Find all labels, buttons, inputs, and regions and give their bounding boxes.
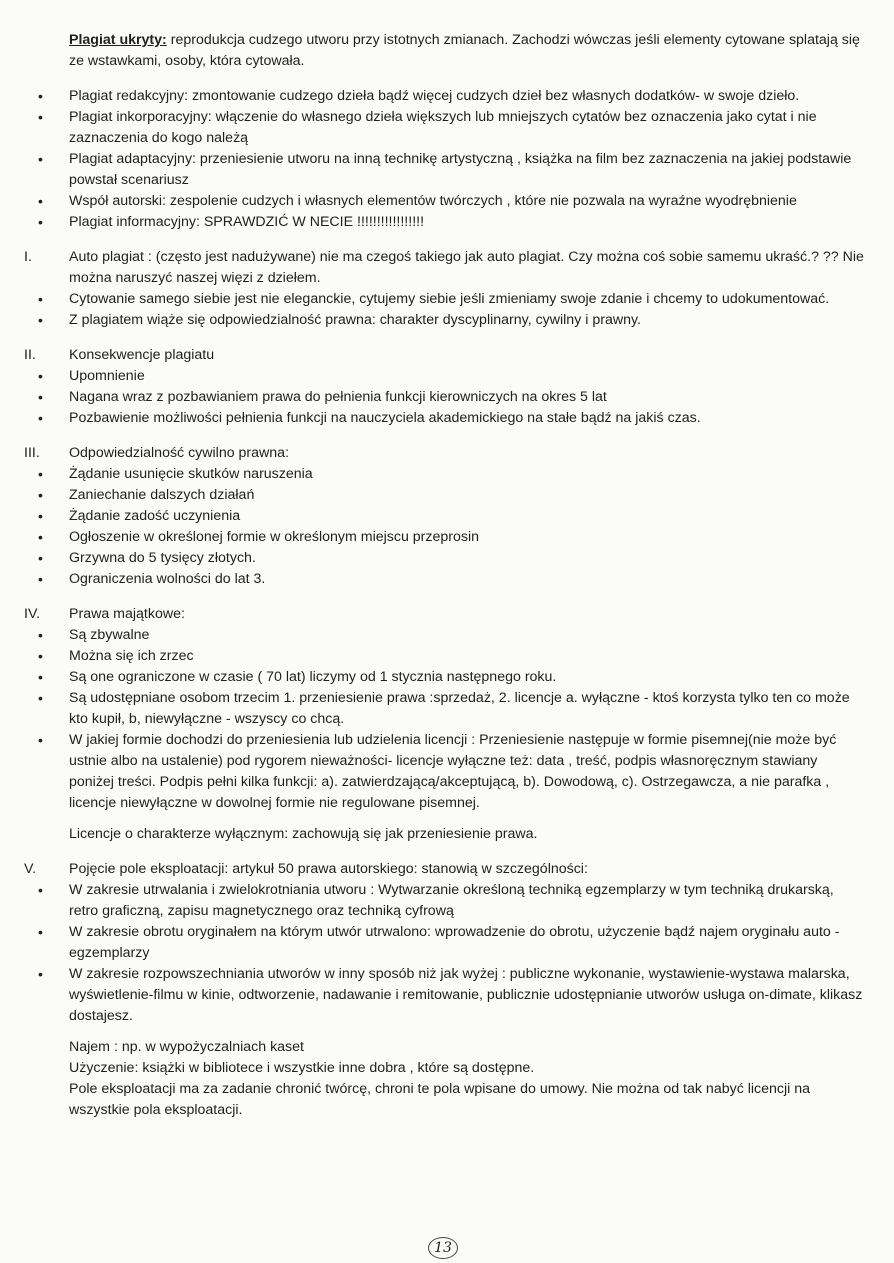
intro-paragraph: [0, 30, 894, 72]
section-5-heading: [0, 859, 894, 880]
section-title: Auto plagiat : (często jest nadużywane) nie ma czegoś takiego jak auto plagiat. Czy można coś sobie samemu ukraść.? ?? Nie można naruszyć naszej więzi z dziełem.: [69, 249, 864, 286]
list-item: • Współ autorski: zespolenie cudzych i własnych elementów twórczych , które nie pozwala na wyraźne wyodrębnienie: [0, 191, 894, 212]
list-item: • Żądanie zadość uczynienia: [0, 506, 894, 527]
list-item: • Można się ich zrzec: [0, 646, 894, 667]
list-item: • Plagiat adaptacyjny: przeniesienie utworu na inną technikę artystyczną , książka na film bez zaznaczenia na jakiej podstawie powstał scenariusz: [0, 149, 894, 191]
list-item: • Upomnienie: [0, 366, 894, 387]
list-item: • W zakresie obrotu oryginałem na którym utwór utrwalono: wprowadzenie do obrotu, użyczenie bądź najem oryginału auto - egzemplarzy: [0, 922, 894, 964]
list-item: • W zakresie rozpowszechniania utworów w inny sposób niż jak wyżej : publiczne wykonanie, wystawienie-wystawa malarska, wyświetlenie-filmu w kinie, odtworzenie, nadawanie i remitowanie, publicznie udostępnianie utworów usługa on-dimate, klikasz dostajesz.: [0, 964, 894, 1027]
section-number: IV.: [24, 606, 41, 622]
page-number: 13: [428, 1237, 458, 1259]
section-number: III.: [24, 445, 40, 461]
intro-term: Plagiat ukryty:: [69, 32, 167, 48]
section-title: Prawa majątkowe:: [69, 606, 185, 622]
list-item: • Plagiat inkorporacyjny: włączenie do własnego dzieła większych lub mniejszych cytatów bez oznaczenia jako cytat i nie zaznaczenia do kogo należą: [0, 107, 894, 149]
list-item: • Ograniczenia wolności do lat 3.: [0, 569, 894, 590]
list-item: • Nagana wraz z pozbawianiem prawa do pełnienia funkcji kierowniczych na okres 5 lat: [0, 387, 894, 408]
section-number: I.: [24, 249, 32, 265]
list-item: • Plagiat informacyjny: SPRAWDZIĆ W NECIE !!!!!!!!!!!!!!!!!: [0, 212, 894, 233]
section-3-heading: [0, 443, 894, 464]
section-5-note: Pole eksploatacji ma za zadanie chronić twórcę, chroni te pola wpisane do umowy. Nie można od tak nabyć licencji na wszystkie pola eksploatacji.: [69, 1081, 811, 1118]
section-number: II.: [24, 347, 36, 363]
list-item: • Żądanie usunięcie skutków naruszenia: [0, 464, 894, 485]
section-5-note: Użyczenie: książki w bibliotece i wszystkie inne dobra , które są dostępne.: [69, 1060, 535, 1076]
section-4-note: Licencje o charakterze wyłącznym: zachowują się jak przeniesienie prawa.: [69, 826, 538, 842]
list-item: • Są one ograniczone w czasie ( 70 lat) liczymy od 1 stycznia następnego roku.: [0, 667, 894, 688]
section-5-note: Najem : np. w wypożyczalniach kaset: [69, 1039, 304, 1055]
list-item: • Plagiat redakcyjny: zmontowanie cudzego dzieła bądź więcej cudzych dzieł bez własnych dodatków- w swoje dzieło.: [0, 86, 894, 107]
intro-text: reprodukcja cudzego utworu przy istotnych zmianach. Zachodzi wówczas jeśli elementy cytowane splatają się ze wstawkami, osoby, która cytowała.: [69, 32, 860, 69]
section-1-heading: [0, 247, 894, 289]
list-item: • Są zbywalne: [0, 625, 894, 646]
section-title: Odpowiedzialność cywilno prawna:: [69, 445, 290, 461]
list-item: • Są udostępniane osobom trzecim 1. przeniesienie prawa :sprzedaż, 2. licencje a. wyłączne - ktoś korzysta tylko ten co może kto kupił, b, niewyłączne - wszyscy co chcą.: [0, 688, 894, 730]
section-4-heading: [0, 604, 894, 625]
list-item: • Grzywna do 5 tysięcy złotych.: [0, 548, 894, 569]
list-item: • W jakiej formie dochodzi do przeniesienia lub udzielenia licencji : Przeniesienie następuje w formie pisemnej(nie może być ustnie albo na ustalenie) pod rygorem nieważności- licencje wyłączne też: data , treść, podpis własnoręcznym stawiany poniżej treści. Podpis pełni kilka funkcji: a). zatwierdzającą/akceptującą, b). Dowodową, c). Ostrzegawcza, a nie parafka , licencje niewyłączne w dowolnej formie nie regulowane pisemnej.: [0, 730, 894, 814]
list-item: • Ogłoszenie w określonej formie w określonym miejscu przeprosin: [0, 527, 894, 548]
section-number: V.: [24, 861, 37, 877]
section-title: Pojęcie pole eksploatacji: artykuł 50 prawa autorskiego: stanowią w szczególności:: [69, 861, 588, 877]
list-item: • W zakresie utrwalania i zwielokrotniania utworu : Wytwarzanie określoną techniką egzemplarzy w tym techniką drukarską, retro graficzną, zapisu magnetycznego oraz techniką cyfrową: [0, 880, 894, 922]
document-page: [0, 30, 894, 1121]
section-title: Konsekwencje plagiatu: [69, 347, 215, 363]
list-item: • Pozbawienie możliwości pełnienia funkcji na nauczyciela akademickiego na stałe bądź na jakiś czas.: [0, 408, 894, 429]
list-item: • Zaniechanie dalszych działań: [0, 485, 894, 506]
section-2-heading: [0, 345, 894, 366]
list-item: • Z plagiatem wiąże się odpowiedzialność prawna: charakter dyscyplinarny, cywilny i prawny.: [0, 310, 894, 331]
list-item: • Cytowanie samego siebie jest nie eleganckie, cytujemy siebie jeśli zmieniamy swoje zdanie i chcemy to udokumentować.: [0, 289, 894, 310]
